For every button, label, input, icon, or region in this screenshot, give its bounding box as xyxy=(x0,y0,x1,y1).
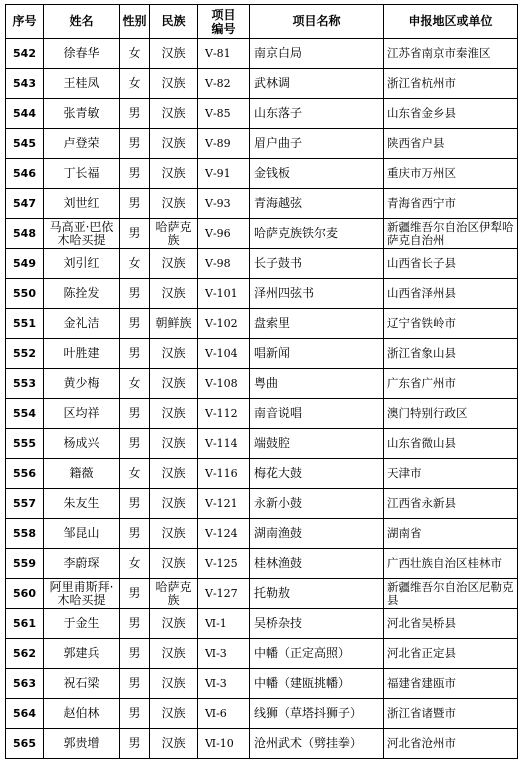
cell-code: Ⅴ-124 xyxy=(198,519,250,549)
cell-seq: 552 xyxy=(6,339,44,369)
cell-gender: 女 xyxy=(120,69,150,99)
cell-ethnicity: 汉族 xyxy=(150,189,198,219)
cell-ethnicity: 汉族 xyxy=(150,279,198,309)
table-row xyxy=(6,189,518,219)
cell-region: 河北省正定县 xyxy=(384,639,518,669)
cell-project: 端鼓腔 xyxy=(250,429,384,459)
cell-name: 赵伯林 xyxy=(44,699,120,729)
cell-code: Ⅵ-1 xyxy=(198,609,250,639)
cell-gender: 男 xyxy=(120,429,150,459)
header-row xyxy=(6,5,518,39)
table-row xyxy=(6,729,518,759)
cell-seq: 559 xyxy=(6,549,44,579)
cell-name: 朱友生 xyxy=(44,489,120,519)
table-row xyxy=(6,609,518,639)
cell-code: Ⅴ-116 xyxy=(198,459,250,489)
cell-code: Ⅴ-102 xyxy=(198,309,250,339)
table-row xyxy=(6,549,518,579)
cell-name: 邹昆山 xyxy=(44,519,120,549)
cell-seq: 563 xyxy=(6,669,44,699)
cell-region: 天津市 xyxy=(384,459,518,489)
cell-gender: 男 xyxy=(120,699,150,729)
cell-name: 阿里甫斯拜·木哈买提 xyxy=(44,579,120,609)
cell-region: 河北省沧州市 xyxy=(384,729,518,759)
cell-gender: 男 xyxy=(120,339,150,369)
cell-project: 吴桥杂技 xyxy=(250,609,384,639)
cell-ethnicity: 汉族 xyxy=(150,489,198,519)
cell-seq: 544 xyxy=(6,99,44,129)
cell-seq: 553 xyxy=(6,369,44,399)
cell-code: Ⅴ-101 xyxy=(198,279,250,309)
cell-gender: 男 xyxy=(120,579,150,609)
cell-project: 永新小鼓 xyxy=(250,489,384,519)
cell-project: 武林调 xyxy=(250,69,384,99)
cell-ethnicity: 汉族 xyxy=(150,699,198,729)
cell-gender: 男 xyxy=(120,279,150,309)
cell-gender: 男 xyxy=(120,399,150,429)
cell-ethnicity: 汉族 xyxy=(150,729,198,759)
cell-ethnicity: 汉族 xyxy=(150,609,198,639)
cell-name: 区均祥 xyxy=(44,399,120,429)
cell-name: 杨成兴 xyxy=(44,429,120,459)
cell-ethnicity: 哈萨克族 xyxy=(150,579,198,609)
cell-ethnicity: 汉族 xyxy=(150,369,198,399)
cell-region: 浙江省象山县 xyxy=(384,339,518,369)
cell-ethnicity: 汉族 xyxy=(150,399,198,429)
table-row xyxy=(6,99,518,129)
cell-name: 刘引红 xyxy=(44,249,120,279)
cell-code: Ⅴ-114 xyxy=(198,429,250,459)
cell-region: 广东省广州市 xyxy=(384,369,518,399)
table-row xyxy=(6,69,518,99)
cell-name: 马高亚·巴依木哈买提 xyxy=(44,219,120,249)
table-row xyxy=(6,339,518,369)
cell-code: Ⅴ-89 xyxy=(198,129,250,159)
cell-gender: 女 xyxy=(120,369,150,399)
cell-gender: 男 xyxy=(120,609,150,639)
roster-body xyxy=(6,39,518,759)
cell-code: Ⅵ-3 xyxy=(198,669,250,699)
cell-gender: 女 xyxy=(120,459,150,489)
cell-seq: 549 xyxy=(6,249,44,279)
cell-name: 祝石梁 xyxy=(44,669,120,699)
cell-name: 刘世红 xyxy=(44,189,120,219)
cell-project: 托勒敖 xyxy=(250,579,384,609)
cell-code: Ⅵ-10 xyxy=(198,729,250,759)
cell-name: 黄少梅 xyxy=(44,369,120,399)
cell-name: 于金生 xyxy=(44,609,120,639)
cell-ethnicity: 汉族 xyxy=(150,69,198,99)
cell-region: 山西省泽州县 xyxy=(384,279,518,309)
cell-name: 陈拴发 xyxy=(44,279,120,309)
cell-gender: 男 xyxy=(120,309,150,339)
cell-gender: 男 xyxy=(120,519,150,549)
cell-ethnicity: 汉族 xyxy=(150,549,198,579)
table-row xyxy=(6,39,518,69)
cell-project: 盘索里 xyxy=(250,309,384,339)
cell-region: 新疆维吾尔自治区伊犁哈萨克自治州 xyxy=(384,219,518,249)
cell-seq: 557 xyxy=(6,489,44,519)
table-row xyxy=(6,489,518,519)
cell-project: 唱新闻 xyxy=(250,339,384,369)
cell-gender: 男 xyxy=(120,189,150,219)
table-row xyxy=(6,159,518,189)
cell-region: 重庆市万州区 xyxy=(384,159,518,189)
column-header-name: 姓名 xyxy=(44,5,120,39)
table-row xyxy=(6,429,518,459)
cell-ethnicity: 汉族 xyxy=(150,159,198,189)
cell-seq: 556 xyxy=(6,459,44,489)
cell-code: Ⅴ-85 xyxy=(198,99,250,129)
cell-code: Ⅴ-108 xyxy=(198,369,250,399)
cell-project: 线狮（草塔抖狮子） xyxy=(250,699,384,729)
cell-gender: 女 xyxy=(120,549,150,579)
cell-seq: 560 xyxy=(6,579,44,609)
cell-ethnicity: 汉族 xyxy=(150,459,198,489)
cell-gender: 男 xyxy=(120,159,150,189)
cell-region: 澳门特别行政区 xyxy=(384,399,518,429)
cell-project: 青海越弦 xyxy=(250,189,384,219)
cell-code: Ⅴ-104 xyxy=(198,339,250,369)
cell-project: 湖南渔鼓 xyxy=(250,519,384,549)
cell-project: 南音说唱 xyxy=(250,399,384,429)
cell-project: 中幡（建瓯挑幡） xyxy=(250,669,384,699)
table-row xyxy=(6,129,518,159)
table-row xyxy=(6,399,518,429)
cell-name: 籍薇 xyxy=(44,459,120,489)
cell-code: Ⅴ-127 xyxy=(198,579,250,609)
cell-name: 张青敏 xyxy=(44,99,120,129)
cell-region: 新疆维吾尔自治区尼勒克县 xyxy=(384,579,518,609)
cell-name: 叶胜建 xyxy=(44,339,120,369)
cell-name: 徐春华 xyxy=(44,39,120,69)
cell-project: 金钱板 xyxy=(250,159,384,189)
cell-gender: 男 xyxy=(120,489,150,519)
cell-region: 浙江省杭州市 xyxy=(384,69,518,99)
cell-code: Ⅵ-6 xyxy=(198,699,250,729)
cell-name: 郭建兵 xyxy=(44,639,120,669)
table-row xyxy=(6,279,518,309)
table-row xyxy=(6,579,518,609)
cell-gender: 女 xyxy=(120,39,150,69)
cell-gender: 男 xyxy=(120,219,150,249)
cell-region: 广西壮族自治区桂林市 xyxy=(384,549,518,579)
cell-gender: 女 xyxy=(120,249,150,279)
cell-region: 山东省金乡县 xyxy=(384,99,518,129)
cell-seq: 564 xyxy=(6,699,44,729)
cell-project: 梅花大鼓 xyxy=(250,459,384,489)
cell-seq: 551 xyxy=(6,309,44,339)
cell-seq: 546 xyxy=(6,159,44,189)
cell-code: Ⅴ-121 xyxy=(198,489,250,519)
table-row xyxy=(6,699,518,729)
cell-region: 河北省吴桥县 xyxy=(384,609,518,639)
column-header-code: 项目编号 xyxy=(198,5,250,39)
column-header-gender: 性别 xyxy=(120,5,150,39)
cell-seq: 542 xyxy=(6,39,44,69)
cell-name: 郭贵增 xyxy=(44,729,120,759)
table-row xyxy=(6,219,518,249)
cell-seq: 543 xyxy=(6,69,44,99)
cell-code: Ⅵ-3 xyxy=(198,639,250,669)
cell-ethnicity: 哈萨克族 xyxy=(150,219,198,249)
table-row xyxy=(6,369,518,399)
cell-seq: 550 xyxy=(6,279,44,309)
cell-ethnicity: 汉族 xyxy=(150,129,198,159)
cell-ethnicity: 汉族 xyxy=(150,339,198,369)
cell-gender: 男 xyxy=(120,639,150,669)
cell-region: 陕西省户县 xyxy=(384,129,518,159)
column-header-seq: 序号 xyxy=(6,5,44,39)
cell-project: 桂林渔鼓 xyxy=(250,549,384,579)
column-header-ethnicity: 民族 xyxy=(150,5,198,39)
cell-seq: 547 xyxy=(6,189,44,219)
cell-gender: 男 xyxy=(120,669,150,699)
cell-region: 江苏省南京市秦淮区 xyxy=(384,39,518,69)
cell-seq: 565 xyxy=(6,729,44,759)
cell-gender: 男 xyxy=(120,99,150,129)
cell-region: 青海省西宁市 xyxy=(384,189,518,219)
cell-ethnicity: 汉族 xyxy=(150,639,198,669)
table-row xyxy=(6,459,518,489)
cell-ethnicity: 汉族 xyxy=(150,669,198,699)
cell-name: 金礼洁 xyxy=(44,309,120,339)
table-row xyxy=(6,249,518,279)
cell-ethnicity: 汉族 xyxy=(150,429,198,459)
cell-ethnicity: 汉族 xyxy=(150,99,198,129)
cell-project: 眉户曲子 xyxy=(250,129,384,159)
cell-seq: 558 xyxy=(6,519,44,549)
cell-region: 福建省建瓯市 xyxy=(384,669,518,699)
cell-ethnicity: 汉族 xyxy=(150,249,198,279)
cell-project: 南京白局 xyxy=(250,39,384,69)
cell-code: Ⅴ-91 xyxy=(198,159,250,189)
cell-gender: 男 xyxy=(120,129,150,159)
heritage-roster-table xyxy=(5,4,518,759)
cell-code: Ⅴ-82 xyxy=(198,69,250,99)
cell-code: Ⅴ-112 xyxy=(198,399,250,429)
cell-code: Ⅴ-81 xyxy=(198,39,250,69)
cell-seq: 548 xyxy=(6,219,44,249)
table-row xyxy=(6,669,518,699)
cell-ethnicity: 朝鲜族 xyxy=(150,309,198,339)
cell-region: 辽宁省铁岭市 xyxy=(384,309,518,339)
cell-region: 山西省长子县 xyxy=(384,249,518,279)
table-row xyxy=(6,309,518,339)
cell-ethnicity: 汉族 xyxy=(150,39,198,69)
cell-name: 卢登荣 xyxy=(44,129,120,159)
cell-seq: 562 xyxy=(6,639,44,669)
cell-project: 山东落子 xyxy=(250,99,384,129)
cell-project: 泽州四弦书 xyxy=(250,279,384,309)
cell-name: 王桂凤 xyxy=(44,69,120,99)
cell-project: 粤曲 xyxy=(250,369,384,399)
cell-seq: 561 xyxy=(6,609,44,639)
cell-region: 江西省永新县 xyxy=(384,489,518,519)
cell-seq: 545 xyxy=(6,129,44,159)
cell-gender: 男 xyxy=(120,729,150,759)
column-header-region: 申报地区或单位 xyxy=(384,5,518,39)
cell-name: 李蔚琛 xyxy=(44,549,120,579)
cell-project: 沧州武术（劈挂拳） xyxy=(250,729,384,759)
cell-code: Ⅴ-125 xyxy=(198,549,250,579)
cell-project: 中幡（正定高照） xyxy=(250,639,384,669)
column-header-project: 项目名称 xyxy=(250,5,384,39)
cell-seq: 555 xyxy=(6,429,44,459)
table-row xyxy=(6,519,518,549)
table-row xyxy=(6,639,518,669)
cell-region: 湖南省 xyxy=(384,519,518,549)
cell-seq: 554 xyxy=(6,399,44,429)
cell-project: 长子鼓书 xyxy=(250,249,384,279)
cell-name: 丁长福 xyxy=(44,159,120,189)
cell-region: 浙江省诸暨市 xyxy=(384,699,518,729)
cell-region: 山东省微山县 xyxy=(384,429,518,459)
cell-code: Ⅴ-98 xyxy=(198,249,250,279)
cell-code: Ⅴ-96 xyxy=(198,219,250,249)
cell-code: Ⅴ-93 xyxy=(198,189,250,219)
cell-ethnicity: 汉族 xyxy=(150,519,198,549)
cell-project: 哈萨克族铁尔麦 xyxy=(250,219,384,249)
